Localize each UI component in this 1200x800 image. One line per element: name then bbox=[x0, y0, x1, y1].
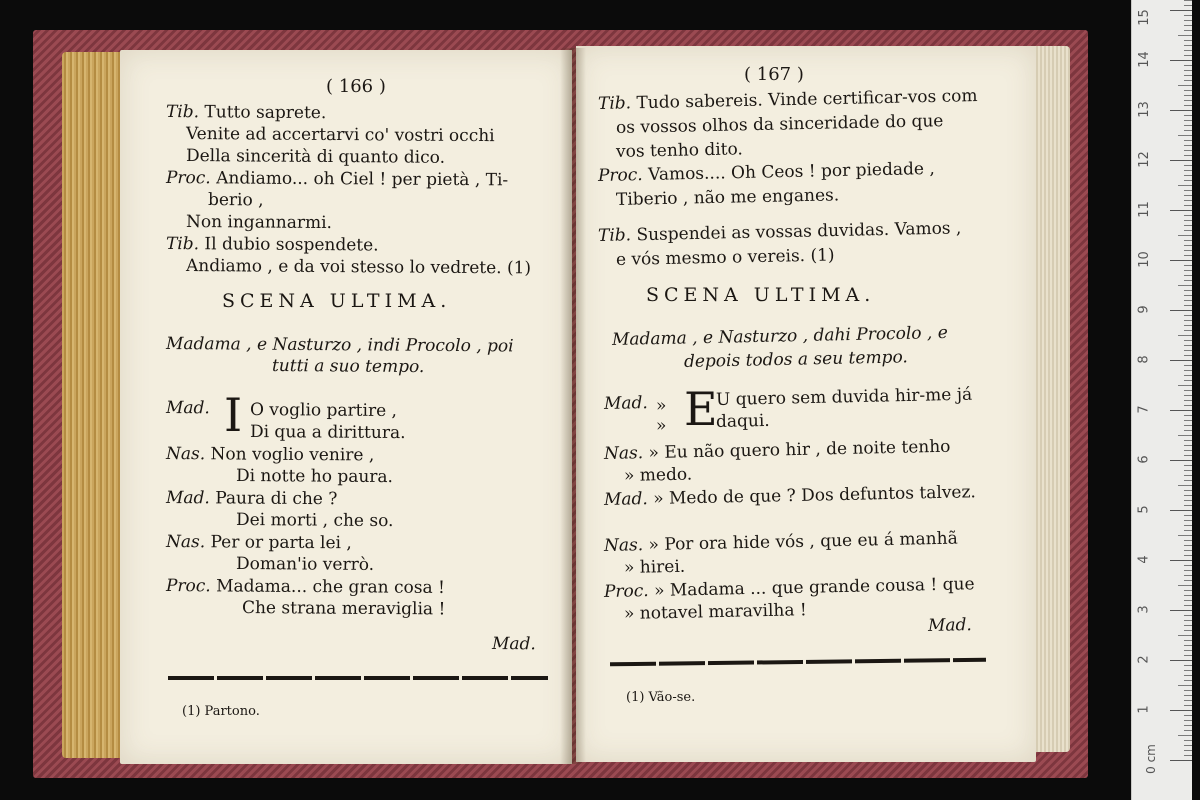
ruler-tick bbox=[1184, 170, 1192, 171]
right-page bbox=[576, 46, 1036, 762]
speaker: Proc. bbox=[165, 576, 211, 597]
ruler-tick bbox=[1184, 700, 1192, 701]
ruler-tick bbox=[1184, 255, 1192, 256]
ruler-tick bbox=[1184, 455, 1192, 456]
text-line: Proc. Vamos.... Oh Ceos ! por piedade , bbox=[597, 158, 935, 186]
ruler-tick bbox=[1184, 475, 1192, 476]
ruler-tick bbox=[1184, 695, 1192, 696]
ruler-tick bbox=[1178, 185, 1192, 186]
ruler-tick bbox=[1184, 5, 1192, 6]
ruler-number: 10 bbox=[1136, 251, 1152, 268]
text-line: Nas. » Por ora hide vós , que eu á manhã bbox=[603, 528, 958, 556]
ruler-tick bbox=[1184, 205, 1192, 206]
ruler-tick bbox=[1184, 620, 1192, 621]
ruler-tick bbox=[1170, 660, 1192, 661]
ruler-tick bbox=[1184, 220, 1192, 221]
ruler-tick bbox=[1184, 415, 1192, 416]
ruler-tick bbox=[1184, 95, 1192, 96]
ruler-tick bbox=[1184, 480, 1192, 481]
ruler-tick bbox=[1184, 705, 1192, 706]
ruler-number: 13 bbox=[1136, 101, 1152, 118]
ruler-tick bbox=[1184, 70, 1192, 71]
ruler-tick bbox=[1184, 750, 1192, 751]
ruler-tick bbox=[1184, 55, 1192, 56]
speaker: Proc. bbox=[597, 165, 643, 186]
ruler-tick bbox=[1170, 710, 1192, 711]
ruler-tick bbox=[1184, 20, 1192, 21]
ruler-tick bbox=[1170, 460, 1192, 461]
text-line: Mad. Paura di che ? bbox=[165, 488, 338, 510]
text-line: Nas. Non voglio venire , bbox=[165, 444, 375, 466]
ruler-tick bbox=[1184, 125, 1192, 126]
ruler-tick bbox=[1184, 555, 1192, 556]
ruler-tick bbox=[1184, 50, 1192, 51]
ruler-tick bbox=[1178, 735, 1192, 736]
ruler-tick bbox=[1184, 655, 1192, 656]
ruler-tick bbox=[1170, 360, 1192, 361]
ruler-tick bbox=[1184, 440, 1192, 441]
ruler-tick bbox=[1184, 140, 1192, 141]
ruler-tick bbox=[1184, 405, 1192, 406]
ruler-tick bbox=[1184, 350, 1192, 351]
text-line: Andiamo , e da voi stesso lo vedrete. (1) bbox=[185, 256, 532, 279]
text-line: vos tenho dito. bbox=[615, 139, 744, 162]
text-line: daqui. bbox=[715, 410, 770, 432]
ruler-tick bbox=[1184, 580, 1192, 581]
ruler-tick bbox=[1184, 605, 1192, 606]
text-line: » medo. bbox=[623, 464, 693, 486]
ruler-tick bbox=[1184, 250, 1192, 251]
text-line: Non ingannarmi. bbox=[185, 212, 333, 234]
ruler-tick bbox=[1184, 465, 1192, 466]
ruler-tick bbox=[1184, 100, 1192, 101]
ruler-tick bbox=[1184, 395, 1192, 396]
ruler-tick bbox=[1184, 275, 1192, 276]
ruler-tick bbox=[1178, 235, 1192, 236]
ruler-tick bbox=[1184, 345, 1192, 346]
ruler-tick bbox=[1184, 595, 1192, 596]
ruler-number: 5 bbox=[1136, 505, 1152, 514]
speaker: Tib. bbox=[165, 234, 200, 255]
ruler-tick bbox=[1184, 715, 1192, 716]
ruler-tick bbox=[1184, 720, 1192, 721]
ruler-tick bbox=[1178, 585, 1192, 586]
ruler-tick bbox=[1184, 325, 1192, 326]
ruler-tick bbox=[1170, 160, 1192, 161]
quote-mark: » bbox=[655, 415, 667, 436]
page-number: ( 167 ) bbox=[744, 64, 804, 85]
ruler-tick bbox=[1184, 355, 1192, 356]
ruler-tick bbox=[1184, 370, 1192, 371]
ruler-tick bbox=[1184, 115, 1192, 116]
ruler-tick bbox=[1184, 265, 1192, 266]
text-line: Doman'io verrò. bbox=[235, 554, 375, 575]
text-line: os vossos olhos da sinceridade do que bbox=[615, 111, 944, 138]
stage-direction: depois todos a seu tempo. bbox=[683, 347, 909, 372]
text-line: Che strana meraviglia ! bbox=[241, 598, 446, 620]
ruler-tick bbox=[1184, 530, 1192, 531]
ruler-number: 4 bbox=[1136, 555, 1152, 564]
ruler-tick bbox=[1184, 0, 1192, 1]
footnote: (1) Vão-se. bbox=[626, 690, 696, 705]
ruler-tick bbox=[1184, 75, 1192, 76]
ruler-tick bbox=[1184, 670, 1192, 671]
ruler-tick bbox=[1184, 640, 1192, 641]
ruler-tick bbox=[1184, 390, 1192, 391]
ruler-tick bbox=[1170, 310, 1192, 311]
ruler-number: 11 bbox=[1136, 201, 1152, 218]
ruler-tick bbox=[1178, 385, 1192, 386]
text-line: Proc. Madama... che gran cosa ! bbox=[165, 576, 445, 598]
ruler-number: 12 bbox=[1136, 151, 1152, 168]
left-page bbox=[120, 50, 572, 764]
ruler-tick bbox=[1184, 590, 1192, 591]
footnote: (1) Partono. bbox=[182, 704, 260, 719]
ruler-tick bbox=[1184, 550, 1192, 551]
ruler-tick bbox=[1184, 295, 1192, 296]
scene-heading: SCENA ULTIMA. bbox=[646, 284, 876, 306]
ruler-tick bbox=[1184, 175, 1192, 176]
page-number: ( 166 ) bbox=[326, 76, 386, 97]
ruler-number: 15 bbox=[1136, 9, 1152, 26]
ruler-tick bbox=[1184, 45, 1192, 46]
text-line: O voglio partire , bbox=[249, 400, 398, 422]
text-line: U quero sem duvida hir-me já bbox=[715, 384, 973, 410]
ruler-tick bbox=[1184, 575, 1192, 576]
ruler-tick bbox=[1170, 510, 1192, 511]
measuring-ruler bbox=[1131, 0, 1192, 800]
ruler-tick bbox=[1184, 755, 1192, 756]
ruler-tick bbox=[1178, 335, 1192, 336]
ruler-number: 1 bbox=[1136, 705, 1152, 714]
ruler-tick bbox=[1184, 130, 1192, 131]
text-line: Tib. Tudo sabereis. Vinde certificar-vos com bbox=[597, 86, 978, 114]
ruler-tick bbox=[1184, 725, 1192, 726]
catchword: Mad. bbox=[927, 615, 973, 636]
ruler-tick bbox=[1184, 340, 1192, 341]
text-line: e vós mesmo o vereis. (1) bbox=[615, 245, 835, 270]
ruler-number: 9 bbox=[1136, 305, 1152, 314]
ruler-tick bbox=[1178, 635, 1192, 636]
ruler-tick bbox=[1184, 665, 1192, 666]
ruler-tick bbox=[1170, 110, 1192, 111]
text-line: » hirei. bbox=[623, 556, 686, 578]
speaker: Nas. bbox=[165, 532, 206, 553]
ruler-tick bbox=[1184, 40, 1192, 41]
text-line: Mad. » Medo de que ? Dos defuntos talvez. bbox=[603, 482, 977, 510]
stage-direction: Madama , e Nasturzo , dahi Procolo , e bbox=[611, 322, 948, 350]
ruler-tick bbox=[1178, 435, 1192, 436]
ruler-tick bbox=[1170, 210, 1192, 211]
ruler-tick bbox=[1184, 165, 1192, 166]
text-line: Venite ad accertarvi co' vostri occhi bbox=[185, 124, 495, 147]
ruler-tick bbox=[1184, 420, 1192, 421]
catchword: Mad. bbox=[491, 634, 536, 655]
scene-heading: SCENA ULTIMA. bbox=[222, 290, 452, 312]
ruler-tick bbox=[1184, 145, 1192, 146]
ruler-tick bbox=[1184, 305, 1192, 306]
ruler-number: 6 bbox=[1136, 455, 1152, 464]
ruler-tick bbox=[1184, 230, 1192, 231]
ruler-tick bbox=[1170, 260, 1192, 261]
text-line: Di notte ho paura. bbox=[235, 466, 394, 488]
ruler-tick bbox=[1170, 10, 1192, 11]
ruler-tick bbox=[1170, 560, 1192, 561]
ruler-tick bbox=[1184, 450, 1192, 451]
ruler-tick bbox=[1170, 760, 1192, 761]
speaker: Nas. bbox=[165, 444, 206, 465]
footnote-rule bbox=[610, 658, 986, 667]
ruler-tick bbox=[1184, 520, 1192, 521]
ruler-tick bbox=[1184, 25, 1192, 26]
ruler-tick bbox=[1184, 225, 1192, 226]
ruler-tick bbox=[1184, 525, 1192, 526]
text-line: Nas. Per or parta lei , bbox=[165, 532, 352, 554]
ruler-tick bbox=[1184, 380, 1192, 381]
ruler-tick bbox=[1184, 565, 1192, 566]
text-line: » notavel maravilha ! bbox=[623, 600, 807, 624]
ruler-tick bbox=[1178, 685, 1192, 686]
ruler-tick bbox=[1184, 490, 1192, 491]
speaker: Nas. bbox=[603, 443, 644, 464]
text-line: berio , bbox=[207, 190, 264, 211]
ruler-tick bbox=[1184, 150, 1192, 151]
ruler-tick bbox=[1184, 180, 1192, 181]
ruler-number: 2 bbox=[1136, 655, 1152, 664]
ruler-tick bbox=[1184, 80, 1192, 81]
ruler-tick bbox=[1184, 545, 1192, 546]
ruler-tick bbox=[1184, 195, 1192, 196]
ruler-tick bbox=[1178, 485, 1192, 486]
ruler-unit: 0 cm bbox=[1143, 744, 1158, 774]
speaker: Mad. bbox=[165, 398, 210, 419]
ruler-tick bbox=[1184, 120, 1192, 121]
ruler-tick bbox=[1184, 690, 1192, 691]
ruler-tick bbox=[1170, 610, 1192, 611]
ruler-tick bbox=[1184, 190, 1192, 191]
ruler-tick bbox=[1184, 500, 1192, 501]
ruler-tick bbox=[1184, 505, 1192, 506]
ruler-tick bbox=[1184, 200, 1192, 201]
ruler-tick bbox=[1184, 650, 1192, 651]
stage-direction: Madama , e Nasturzo , indi Procolo , poi bbox=[165, 334, 514, 357]
ruler-tick bbox=[1184, 470, 1192, 471]
ruler-tick bbox=[1184, 680, 1192, 681]
ruler-number: 8 bbox=[1136, 355, 1152, 364]
speaker: Proc. bbox=[165, 168, 211, 189]
speaker: Mad. bbox=[165, 488, 210, 509]
ruler-tick bbox=[1178, 535, 1192, 536]
speaker: Mad. bbox=[603, 489, 649, 510]
ruler-tick bbox=[1184, 540, 1192, 541]
ruler-tick bbox=[1184, 515, 1192, 516]
ruler-tick bbox=[1184, 365, 1192, 366]
speaker: Tib. bbox=[165, 102, 200, 123]
ruler-tick bbox=[1184, 745, 1192, 746]
ruler-tick bbox=[1184, 320, 1192, 321]
ruler-number: 3 bbox=[1136, 605, 1152, 614]
ruler-tick bbox=[1178, 85, 1192, 86]
ruler-tick bbox=[1184, 315, 1192, 316]
ruler-tick bbox=[1184, 645, 1192, 646]
ruler-tick bbox=[1184, 280, 1192, 281]
ruler-tick bbox=[1184, 270, 1192, 271]
speaker: Proc. bbox=[603, 581, 649, 602]
drop-cap: E bbox=[684, 382, 718, 436]
ruler-tick bbox=[1178, 135, 1192, 136]
ruler-tick bbox=[1184, 615, 1192, 616]
ruler-tick bbox=[1184, 105, 1192, 106]
ruler-tick bbox=[1184, 15, 1192, 16]
text-line: Di qua a dirittura. bbox=[249, 422, 406, 444]
text-line: Tib. Tutto saprete. bbox=[165, 102, 327, 124]
ruler-tick bbox=[1184, 65, 1192, 66]
ruler-tick bbox=[1184, 290, 1192, 291]
ruler-tick bbox=[1184, 215, 1192, 216]
ruler-number: 14 bbox=[1136, 51, 1152, 68]
ruler-tick bbox=[1184, 375, 1192, 376]
ruler-tick bbox=[1184, 740, 1192, 741]
ruler-tick bbox=[1170, 410, 1192, 411]
text-line: Nas. » Eu não quero hir , de noite tenho bbox=[603, 436, 951, 464]
text-line: Tib. Suspendei as vossas duvidas. Vamos , bbox=[597, 218, 962, 246]
ruler-tick bbox=[1184, 630, 1192, 631]
ruler-tick bbox=[1184, 240, 1192, 241]
ruler-tick bbox=[1184, 430, 1192, 431]
ruler-tick bbox=[1184, 570, 1192, 571]
ruler-tick bbox=[1170, 60, 1192, 61]
ruler-number: 7 bbox=[1136, 405, 1152, 414]
ruler-tick bbox=[1184, 730, 1192, 731]
text-line: Proc. » Madama ... que grande cousa ! que bbox=[603, 574, 975, 602]
ruler-tick bbox=[1184, 600, 1192, 601]
stage-direction: tutti a suo tempo. bbox=[271, 356, 425, 378]
ruler-tick bbox=[1184, 30, 1192, 31]
ruler-tick bbox=[1184, 425, 1192, 426]
text-line: Della sincerità di quanto dico. bbox=[185, 146, 446, 168]
ruler-tick bbox=[1184, 400, 1192, 401]
ruler-tick bbox=[1178, 35, 1192, 36]
ruler-tick bbox=[1184, 300, 1192, 301]
ruler-tick bbox=[1184, 445, 1192, 446]
ruler-tick bbox=[1178, 285, 1192, 286]
speaker: Tib. bbox=[597, 225, 632, 246]
speaker: Nas. bbox=[603, 535, 644, 556]
quote-mark: » bbox=[655, 395, 667, 416]
ruler-tick bbox=[1184, 245, 1192, 246]
ruler-tick bbox=[1184, 675, 1192, 676]
text-line: Tib. Il dubio sospendete. bbox=[165, 234, 379, 256]
book-gutter bbox=[560, 48, 586, 764]
text-line: Tiberio , não me enganes. bbox=[615, 185, 840, 210]
ruler-tick bbox=[1184, 155, 1192, 156]
speaker: Mad. bbox=[603, 393, 649, 414]
ruler-tick bbox=[1184, 90, 1192, 91]
ruler-tick bbox=[1184, 330, 1192, 331]
text-line: Dei morti , che so. bbox=[235, 510, 394, 532]
ruler-tick bbox=[1184, 495, 1192, 496]
text-line: Proc. Andiamo... oh Ciel ! per pietà , Ti- bbox=[165, 168, 509, 191]
footnote-rule bbox=[168, 676, 548, 680]
ruler-tick bbox=[1184, 625, 1192, 626]
speaker: Tib. bbox=[597, 93, 632, 114]
drop-cap: I bbox=[224, 388, 243, 442]
